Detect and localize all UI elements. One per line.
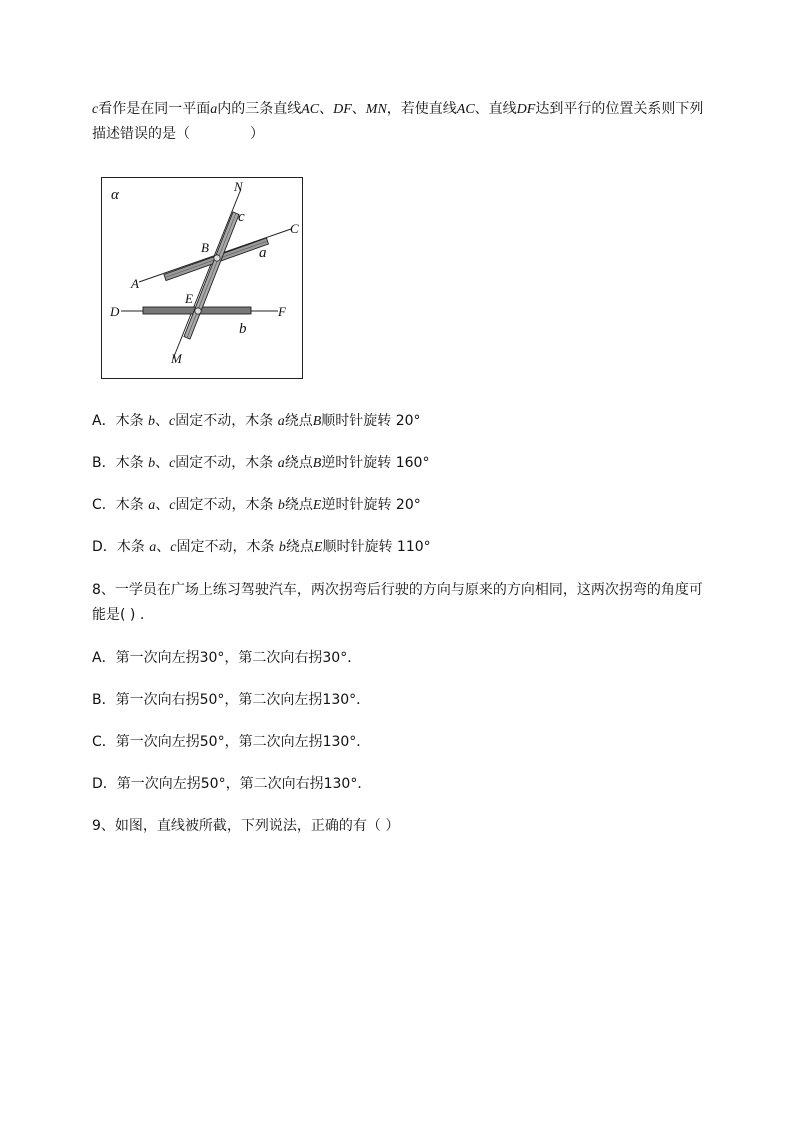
var-c: c [92,102,99,117]
option-text: 、 [155,455,170,471]
q8-stem-line1: 8、一学员在广场上练习驾驶汽车，两次拐弯后行驶的方向与原来的方向相同，这两次拐弯的角度可 [92,582,703,598]
label-plane-alpha: α [111,187,119,203]
option-point: E [313,540,323,555]
option-text: 绕点 [284,413,313,429]
stem-text: ，若使直线 [386,101,457,117]
option-point: E [312,498,322,513]
option-var: c [170,540,177,555]
option-text: 绕点 [284,455,313,471]
label-a: a [259,245,267,261]
option-var: a [277,414,285,429]
q7-option-a [92,411,421,432]
option-text: 固定不动，木条 [176,539,275,555]
q8-option-c: C．第一次向左拐50°，第二次向左拐130°． [92,734,371,750]
q9-stem-line1: 9、如图，直线被所截，下列说法，正确的有（ ） [92,818,400,834]
stem-text: 、直线 [474,101,517,117]
stem-text: 、 [319,101,334,117]
option-var: b [277,498,285,513]
label-c: c [238,209,245,225]
label-B: B [201,240,209,255]
option-text: D．木条 [92,539,145,555]
nail-B [214,255,220,261]
q8-option-a: A．第一次向左拐30°，第二次向右拐30°． [92,650,362,666]
label-b: b [239,321,247,337]
q7-option-c [92,495,421,516]
option-var: b [148,414,156,429]
q7-stem-line1 [92,99,703,120]
label-D: D [110,304,120,319]
wood-strips-figure [101,177,303,379]
option-var: c [169,414,176,429]
q7-option-d [92,537,431,558]
option-text: 绕点 [285,539,314,555]
line-DF-2: DF [516,102,536,117]
stem-text: ） [250,126,264,142]
option-text: 逆时针旋转 160° [321,455,430,471]
option-text: B．木条 [92,455,144,471]
option-text: 固定不动，木条 [175,497,274,513]
option-var: b [278,540,286,555]
plane-alpha: a [210,102,218,117]
q8-option-b: B．第一次向右拐50°，第二次向左拐130°． [92,692,371,708]
q7-stem-line2 [92,124,264,144]
option-text: 、 [155,497,170,513]
option-text: 固定不动，木条 [175,413,274,429]
label-N: N [234,179,243,194]
option-text: 逆时针旋转 20° [321,497,421,513]
option-var: c [169,498,176,513]
q8-stem-line2: 能是( ) . [92,607,145,623]
option-text: 固定不动，木条 [175,455,274,471]
option-text: 顺时针旋转 110° [322,539,431,555]
option-var: b [148,456,156,471]
line-AC-2: AC [456,102,475,117]
q7-option-b [92,453,429,474]
option-text: A．木条 [92,413,144,429]
option-text: C．木条 [92,497,144,513]
label-E: E [185,291,193,306]
option-point: B [312,456,322,471]
option-var: c [169,456,176,471]
stem-text: 内的三条直线 [217,101,302,117]
option-var: a [149,540,157,555]
option-text: 顺时针旋转 20° [321,413,421,429]
line-MN: MN [365,102,387,117]
label-M: M [171,351,182,366]
label-C: C [290,221,299,236]
stem-text: 看作是在同一平面 [98,101,211,117]
nail-E [195,308,201,314]
q8-option-d: D．第一次向左拐50°，第二次向右拐130°． [92,776,372,792]
stem-text: 达到平行的位置关系则下列 [535,101,704,117]
option-text: 、 [155,413,170,429]
option-var: a [277,456,285,471]
option-var: a [148,498,156,513]
stem-text: 、 [351,101,366,117]
option-text: 绕点 [284,497,313,513]
line-AC: AC [301,102,320,117]
line-DF: DF [333,102,352,117]
label-F: F [278,304,286,319]
label-A: A [131,276,139,291]
option-text: 、 [156,539,171,555]
option-point: B [312,414,322,429]
stem-text: 描述错误的是（ [92,126,190,142]
